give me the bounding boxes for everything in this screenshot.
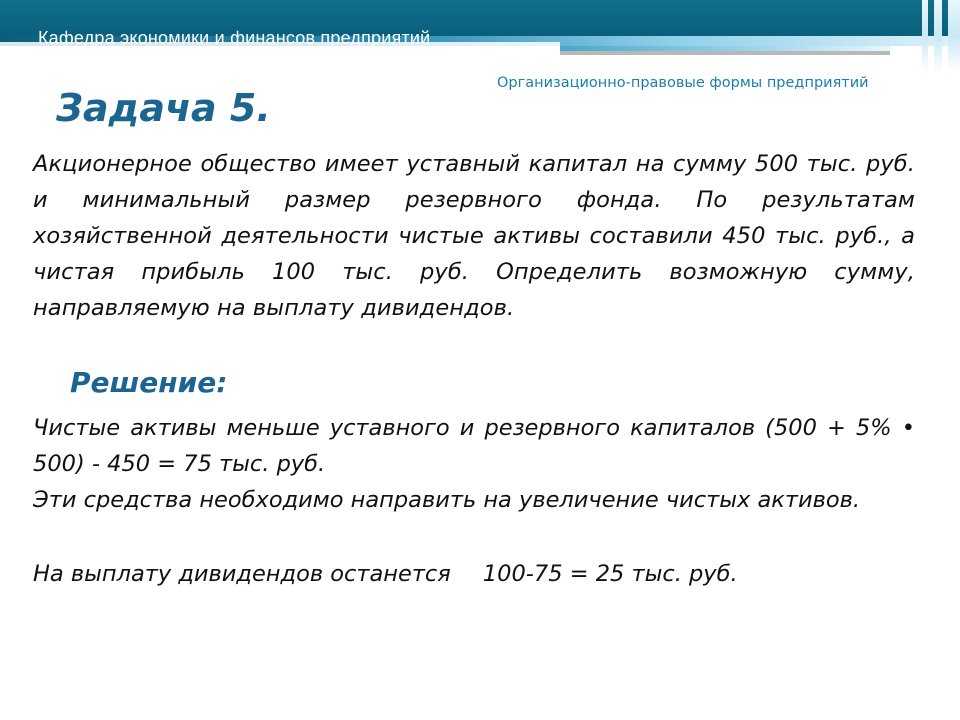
solution-line: Чистые активы меньше уставного и резервного капиталов (500 + 5% • 500) - 450 = 75 тыс. руб. (33, 415, 915, 477)
department-title: Кафедра экономики и финансов предприятий (38, 28, 431, 48)
solution-result-line (33, 556, 738, 592)
solution-heading: Решение: (70, 366, 228, 399)
problem-text: Акционерное общество имеет уставный капитал на сумму 500 тыс. руб. и минимальный размер резервного фонда. По результатам хозяйственной деятельности чистые активы составили 450 тыс. руб., а чистая прибыль 100 тыс. руб. Определить возможную сумму, направляемую на выплату дивидендов. (33, 151, 915, 321)
task-title: Задача 5. (56, 86, 271, 130)
slide-subtitle: Организационно-правовые формы предприятий (497, 75, 869, 91)
result-label: На выплату дивидендов останется (33, 561, 451, 587)
header-gloss-bar (934, 0, 942, 72)
result-value: 100-75 = 25 тыс. руб. (482, 561, 738, 587)
header-banner (0, 0, 960, 72)
header-gloss-bar (922, 0, 928, 72)
header-gray-stripe (560, 51, 890, 55)
header-gloss-bar (948, 0, 960, 72)
solution-line: Эти средства необходимо направить на увеличение чистых активов. (33, 487, 861, 513)
